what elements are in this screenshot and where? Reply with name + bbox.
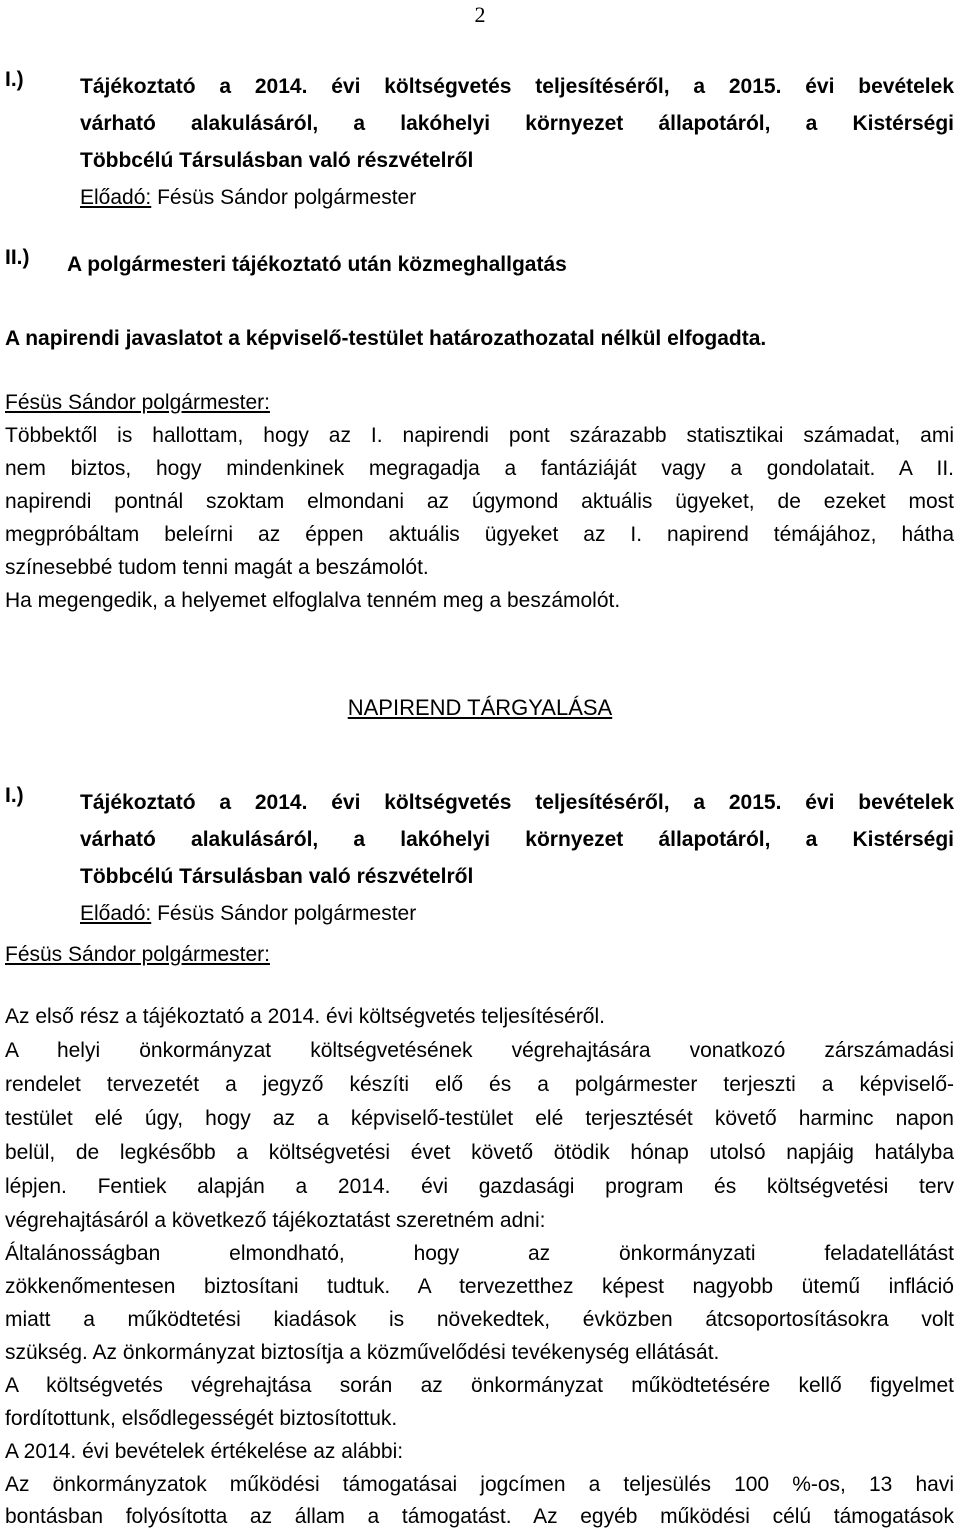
agenda-item-number: I.) — [5, 68, 24, 91]
paragraph-line: megpróbáltam beleírni az éppen aktuális ügyeket az I. napirend témájához, hátha — [5, 523, 954, 546]
paragraph-line: végrehajtásáról a következő tájékoztatást szeretném adni: — [5, 1209, 546, 1232]
paragraph-line: miatt a működtetési kiadások is növekedtek, évközben átcsoportosításokra volt — [5, 1308, 954, 1331]
paragraph-line: rendelet tervezetét a jegyző készíti elő és a polgármester terjeszti a képviselő- — [5, 1073, 954, 1096]
paragraph-line: Az önkormányzatok működési támogatásai jogcímen a teljesülés 100 %-os, 13 havi — [5, 1473, 954, 1496]
agenda-item-repeat — [5, 784, 954, 932]
paragraph-line: nem biztos, hogy mindenkinek megragadja a fantáziáját vagy a gondolatait. A II. — [5, 457, 954, 480]
paragraph-line: bontásban folyósította az állam a támogatást. Az egyéb működési célú támogatások — [5, 1505, 954, 1528]
presenter-line — [80, 179, 954, 216]
paragraph-line: szükség. Az önkormányzat biztosítja a közművelődési tevékenység ellátását. — [5, 1341, 720, 1364]
agenda-item-number: I.) — [5, 784, 24, 807]
agenda-item-2 — [5, 246, 954, 283]
speaker-label: Fésüs Sándor polgármester: — [5, 391, 270, 414]
paragraph-line: zökkenőmentesen biztosítani tudtuk. A tervezetthez képest nagyobb ütemű infláció — [5, 1275, 954, 1298]
agenda-item-title: A polgármesteri tájékoztató után közmeghallgatás — [67, 253, 567, 276]
title-line: várható alakulásáról, a lakóhelyi környezet állapotáról, a Kistérségi — [80, 112, 954, 135]
paragraph-line: lépjen. Fentiek alapján a 2014. évi gazdasági program és költségvetési terv — [5, 1175, 954, 1198]
page-number: 2 — [474, 2, 486, 27]
presenter-name: Fésüs Sándor polgármester — [157, 186, 417, 209]
speaker-label: Fésüs Sándor polgármester: — [5, 943, 270, 966]
agenda-item-title — [80, 68, 954, 216]
paragraph-line: A költségvetés végrehajtása során az önkormányzat működtetésére kellő figyelmet — [5, 1374, 954, 1397]
paragraph-line: A helyi önkormányzat költségvetésének végrehajtására vonatkozó zárszámadási — [5, 1039, 954, 1062]
paragraph-line: fordítottunk, elsődlegességét biztosítottuk. — [5, 1407, 398, 1430]
title-line: Többcélú Társulásban való részvételről — [80, 149, 474, 172]
paragraph-line: testület elé úgy, hogy az a képviselő-testület elé terjesztését követő harminc napon — [5, 1107, 954, 1130]
agenda-item-title — [80, 784, 954, 932]
title-line: Tájékoztató a 2014. évi költségvetés teljesítéséről, a 2015. évi bevételek — [80, 75, 954, 98]
acceptance-statement: A napirendi javaslatot a képviselő-testület határozathozatal nélkül elfogadta. — [5, 327, 767, 350]
paragraph-line: A 2014. évi bevételek értékelése az alábbi: — [5, 1440, 404, 1463]
paragraph-line: napirendi pontnál szoktam elmondani az úgymond aktuális ügyeket, de ezeket most — [5, 490, 954, 513]
section-title: NAPIREND TÁRGYALÁSA — [347, 695, 613, 720]
paragraph-line: belül, de legkésőbb a költségvetési évet követő ötödik hónap utolsó napjáig hatályba — [5, 1141, 954, 1164]
paragraph-line: Ha megengedik, a helyemet elfoglalva tenném meg a beszámolót. — [5, 589, 621, 612]
title-line: Tájékoztató a 2014. évi költségvetés teljesítéséről, a 2015. évi bevételek — [80, 791, 954, 814]
paragraph-line: Általánosságban elmondható, hogy az önkormányzati feladatellátást — [5, 1242, 954, 1265]
paragraph-line: Az első rész a tájékoztató a 2014. évi költségvetés teljesítéséről. — [5, 1005, 605, 1028]
presenter-label: Előadó: — [80, 186, 152, 209]
title-line: várható alakulásáról, a lakóhelyi környezet állapotáról, a Kistérségi — [80, 828, 954, 851]
presenter-line — [80, 895, 954, 932]
presenter-name: Fésüs Sándor polgármester — [157, 902, 417, 925]
presenter-label: Előadó: — [80, 902, 152, 925]
paragraph-line: Többektől is hallottam, hogy az I. napirendi pont szárazabb statisztikai számadat, ami — [5, 424, 954, 447]
agenda-item-number: II.) — [5, 246, 30, 269]
title-line: Többcélú Társulásban való részvételről — [80, 865, 474, 888]
agenda-item-1 — [5, 68, 954, 216]
paragraph-line: színesebbé tudom tenni magát a beszámolót. — [5, 556, 429, 579]
